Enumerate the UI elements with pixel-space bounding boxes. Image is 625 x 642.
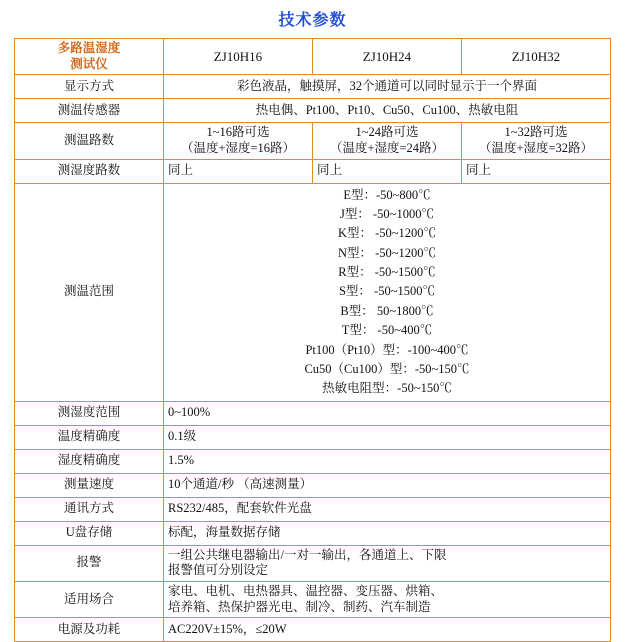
row-value-humi-range: 0~100%	[164, 401, 611, 425]
row-label-temp-channels: 测温路数	[15, 123, 164, 159]
table-row-temp-range	[15, 183, 611, 401]
row-label-alarm: 报警	[15, 545, 164, 581]
row-value-sensor: 热电偶、Pt100、Pt10、Cu50、Cu100、热敏电阻	[164, 99, 611, 123]
row-value-usb-storage: 标配，海量数据存储	[164, 521, 611, 545]
row-value-speed: 10个通道/秒 （高速测量）	[164, 473, 611, 497]
temp-range-line-s: S型： -50~1500℃	[338, 284, 435, 299]
row-value-power: AC220V±15%，≤20W	[164, 618, 611, 642]
table-row	[15, 75, 611, 99]
table-header-row	[15, 39, 611, 75]
temp-channels-16-line2: （温度+湿度=16路）	[180, 140, 296, 155]
temp-channels-24-line2: （温度+湿度=24路）	[329, 140, 445, 155]
spec-table	[14, 38, 611, 642]
temp-channels-32	[462, 123, 611, 159]
temp-range-line-cu50: Cu50（Cu100）型：-50~150℃	[304, 361, 470, 376]
temp-range-values	[164, 183, 611, 401]
page-title: 技术参数	[278, 12, 347, 29]
temp-range-line-r: R型： -50~1500℃	[338, 265, 436, 279]
table-row	[15, 545, 611, 581]
temp-range-line-thermistor: 热敏电阻型：-50~150℃	[322, 381, 452, 396]
temp-channels-32-line1: 1~32路可选	[504, 125, 568, 140]
row-label-humi-channels: 测湿度路数	[15, 159, 164, 183]
row-label-temp-range: 测温范围	[15, 183, 164, 401]
table-row	[15, 159, 611, 183]
temp-range-line-k: K型： -50~1200℃	[337, 226, 437, 241]
table-row	[15, 618, 611, 642]
row-value-temp-accuracy: 0.1级	[164, 425, 611, 449]
table-row	[15, 99, 611, 123]
table-row	[15, 123, 611, 159]
row-value-applications	[164, 581, 611, 617]
temp-channels-24-line1: 1~24路可选	[355, 125, 419, 140]
humi-channels-16: 同上	[164, 159, 313, 183]
temp-channels-24	[313, 123, 462, 159]
model-zj10h16: ZJ10H16	[164, 39, 313, 75]
row-value-alarm-line1: 一组公共继电器输出/一对一输出，各通道上、下限	[168, 547, 447, 562]
table-row	[15, 521, 611, 545]
humi-channels-24: 同上	[313, 159, 462, 183]
row-label-usb-storage: U盘存储	[15, 521, 164, 545]
row-label-sensor: 测温传感器	[15, 99, 164, 123]
row-label-applications: 适用场合	[15, 581, 164, 617]
table-row	[15, 401, 611, 425]
row-value-applications-line1: 家电、电机、电热器具、温控器、变压器、烘箱、	[168, 583, 444, 598]
temp-channels-16-line1: 1~16路可选	[206, 125, 270, 140]
header-label-line2: 测试仪	[70, 56, 108, 71]
row-value-display: 彩色液晶，触摸屏，32个通道可以同时显示于一个界面	[164, 75, 611, 99]
temp-channels-16	[164, 123, 313, 159]
table-row	[15, 425, 611, 449]
row-label-humi-accuracy: 湿度精确度	[15, 449, 164, 473]
temp-range-line-n: N型： -50~1200℃	[337, 245, 437, 260]
row-label-power: 电源及功耗	[15, 618, 164, 642]
row-value-communication: RS232/485，配套软件光盘	[164, 497, 611, 521]
temp-range-line-j: J型： -50~1000℃	[340, 206, 434, 221]
header-label-cell	[15, 39, 164, 75]
row-value-alarm	[164, 545, 611, 581]
humi-channels-32: 同上	[462, 159, 611, 183]
row-label-temp-accuracy: 温度精确度	[15, 425, 164, 449]
temp-range-line-e: E型：-50~800℃	[343, 187, 431, 202]
row-value-alarm-line2: 报警值可分别设定	[168, 563, 269, 578]
row-label-communication: 通讯方式	[15, 497, 164, 521]
header-label-line1: 多路温湿度	[57, 41, 121, 55]
model-zj10h24: ZJ10H24	[313, 39, 462, 75]
row-label-humi-range: 测湿度范围	[15, 401, 164, 425]
row-label-display: 显示方式	[15, 75, 164, 99]
row-value-applications-line2: 培养箱、热保护器光电、制冷、制药、汽车制造	[168, 599, 431, 614]
table-row	[15, 581, 611, 617]
table-row	[15, 449, 611, 473]
model-zj10h32: ZJ10H32	[462, 39, 611, 75]
row-label-speed: 测量速度	[15, 473, 164, 497]
temp-range-line-pt100: Pt100（Pt10）型：-100~400℃	[305, 342, 469, 357]
temp-range-line-t: T型： -50~400℃	[341, 323, 433, 338]
row-value-humi-accuracy: 1.5%	[164, 449, 611, 473]
temp-range-line-b: B型： 50~1800℃	[340, 303, 434, 318]
table-row	[15, 497, 611, 521]
temp-channels-32-line2: （温度+湿度=32路）	[478, 140, 594, 155]
table-row	[15, 473, 611, 497]
